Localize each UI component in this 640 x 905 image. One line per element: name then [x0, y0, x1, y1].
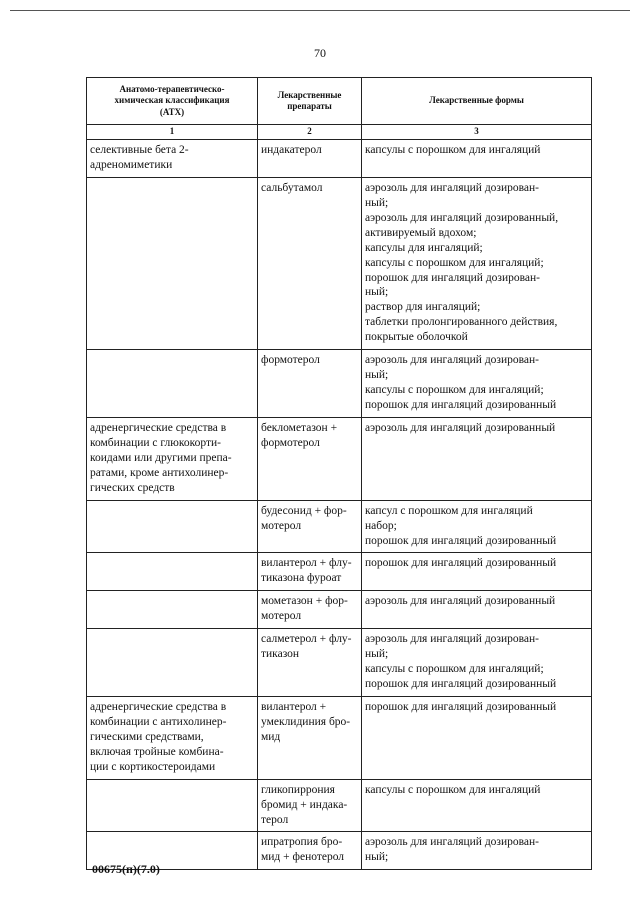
cell-line: порошок для ингаляций дозированный [365, 399, 557, 411]
cell-line: комбинации с глюкокорти- [90, 436, 221, 449]
header-drugs [258, 78, 362, 125]
cell-line: комбинации с антихолинер- [90, 715, 227, 728]
header-line: Лекарственные [277, 89, 342, 100]
cell-line: ции с кортикостероидами [90, 760, 216, 773]
forms-cell [362, 696, 592, 779]
column-number: 3 [362, 125, 592, 140]
drug-cell [258, 417, 362, 500]
cell-line: раствор для ингаляций; [365, 301, 481, 314]
header-line: Анатомо-терапевтическо- [119, 84, 225, 95]
cell-line: адреномиметики [90, 158, 173, 171]
drug-cell [258, 779, 362, 832]
table-row [87, 553, 592, 591]
column-number: 2 [258, 125, 362, 140]
atx-cell [87, 500, 258, 553]
drug-cell [258, 350, 362, 418]
cell-line: гическими средствами, [90, 730, 204, 743]
cell-line: селективные бета 2- [90, 144, 189, 156]
cell-line: капсулы с порошком для ингаляций [365, 783, 541, 796]
table-row [87, 591, 592, 629]
cell-line: капсулы с порошком для ингаляций [365, 144, 541, 156]
header-row [87, 78, 592, 125]
cell-line: порошок для ингаляций дозированный [365, 700, 557, 713]
cell-line: мотерол [261, 610, 302, 623]
cell-line: ный; [365, 851, 389, 864]
cell-line: индакатерол [261, 144, 322, 156]
cell-line: салметерол + флу- [261, 633, 352, 646]
table-row [87, 832, 592, 870]
table-row [87, 779, 592, 832]
cell-line: ный; [365, 196, 389, 209]
header-atx [87, 78, 258, 125]
cell-line: аэрозоль для ингаляций дозирован- [365, 354, 539, 367]
document-code: 00675(п)(7.0) [92, 862, 160, 876]
cell-line: аэрозоль для ингаляций дозирован- [365, 836, 539, 849]
cell-line: адренергические средства в [90, 700, 227, 713]
cell-line: порошок для ингаляций дозированный [365, 678, 557, 690]
cell-line: активируемый вдохом; [365, 226, 477, 239]
table-row [87, 140, 592, 178]
atx-cell [87, 779, 258, 832]
cell-line: гических средств [90, 481, 175, 494]
drug-cell [258, 553, 362, 591]
drug-table [86, 77, 592, 870]
drug-cell [258, 500, 362, 553]
atx-cell [87, 591, 258, 629]
drug-cell [258, 629, 362, 697]
cell-line: коидами или другими препа- [90, 451, 232, 464]
drug-cell [258, 832, 362, 870]
cell-line: умеклидиния бро- [261, 715, 351, 728]
table-row [87, 629, 592, 697]
drug-cell [258, 591, 362, 629]
header-line: (АТХ) [159, 106, 185, 117]
cell-line: порошок для ингаляций дозированный [365, 534, 557, 547]
cell-line: аэрозоль для ингаляций дозированный [365, 595, 556, 608]
cell-line: тиказона фуроат [261, 572, 342, 585]
atx-cell [87, 629, 258, 697]
header-line: химическая классификация [114, 95, 230, 106]
cell-line: мометазон + фор- [261, 595, 348, 608]
cell-line: аэрозоль для ингаляций дозированный, [365, 211, 559, 224]
cell-line: аэрозоль для ингаляций дозирован- [365, 633, 539, 646]
drug-cell [258, 177, 362, 349]
forms-cell [362, 629, 592, 697]
page-number: 70 [314, 46, 326, 60]
cell-line: будесонид + фор- [261, 504, 347, 517]
cell-line: бромид + индака- [261, 798, 348, 811]
header-forms [362, 78, 592, 125]
cell-line: вилантерол + флу- [261, 557, 352, 570]
cell-line: капсулы с порошком для ингаляций; [365, 384, 544, 397]
forms-cell [362, 140, 592, 178]
cell-line: ипратропия бро- [261, 836, 343, 849]
cell-line: покрытые оболочкой [365, 331, 468, 344]
cell-line: порошок для ингаляций дозирован- [365, 271, 540, 284]
atx-cell [87, 696, 258, 779]
cell-line: ный; [365, 369, 389, 382]
cell-line: ратами, кроме антихолинер- [90, 466, 229, 479]
atx-cell [87, 140, 258, 178]
top-rule [10, 10, 630, 11]
cell-line: аэрозоль для ингаляций дозированный [365, 421, 556, 434]
cell-line: аэрозоль для ингаляций дозирован- [365, 181, 539, 194]
forms-cell [362, 779, 592, 832]
cell-line: капсулы для ингаляций; [365, 241, 483, 254]
cell-line: адренергические средства в [90, 421, 227, 434]
table-body [87, 140, 592, 870]
cell-line: беклометазон + [261, 421, 338, 434]
drug-cell [258, 696, 362, 779]
cell-line: сальбутамол [261, 181, 323, 194]
drug-cell [258, 140, 362, 178]
table-row [87, 350, 592, 418]
cell-line: терол [261, 813, 289, 826]
cell-line: гликопиррония [261, 783, 335, 796]
cell-line: капсул с порошком для ингаляций [365, 504, 533, 517]
table-row [87, 696, 592, 779]
cell-line: мотерол [261, 519, 302, 532]
table-row [87, 177, 592, 349]
atx-cell [87, 177, 258, 349]
cell-line: капсулы с порошком для ингаляций; [365, 663, 544, 676]
forms-cell [362, 591, 592, 629]
cell-line: таблетки пролонгированного действия, [365, 316, 558, 329]
column-number-row [87, 125, 592, 140]
header-line: препараты [287, 101, 332, 111]
table-row [87, 417, 592, 500]
header-line: Лекарственные формы [429, 95, 524, 106]
cell-line: формотерол [261, 354, 320, 367]
forms-cell [362, 500, 592, 553]
cell-line: вилантерол + [261, 700, 327, 713]
cell-line: включая тройные комбина- [90, 745, 224, 758]
table-row [87, 500, 592, 553]
cell-line: мид [261, 730, 281, 743]
atx-cell [87, 553, 258, 591]
cell-line: капсулы с порошком для ингаляций; [365, 256, 544, 269]
cell-line: ный; [365, 648, 389, 661]
cell-line: набор; [365, 519, 397, 532]
forms-cell [362, 553, 592, 591]
cell-line: формотерол [261, 436, 320, 449]
cell-line: тиказон [261, 648, 300, 661]
atx-cell [87, 417, 258, 500]
atx-cell [87, 350, 258, 418]
forms-cell [362, 350, 592, 418]
forms-cell [362, 417, 592, 500]
cell-line: порошок для ингаляций дозированный [365, 557, 557, 570]
cell-line: ный; [365, 286, 389, 299]
column-number: 1 [87, 125, 258, 140]
forms-cell [362, 832, 592, 870]
forms-cell [362, 177, 592, 349]
cell-line: мид + фенотерол [261, 851, 345, 864]
